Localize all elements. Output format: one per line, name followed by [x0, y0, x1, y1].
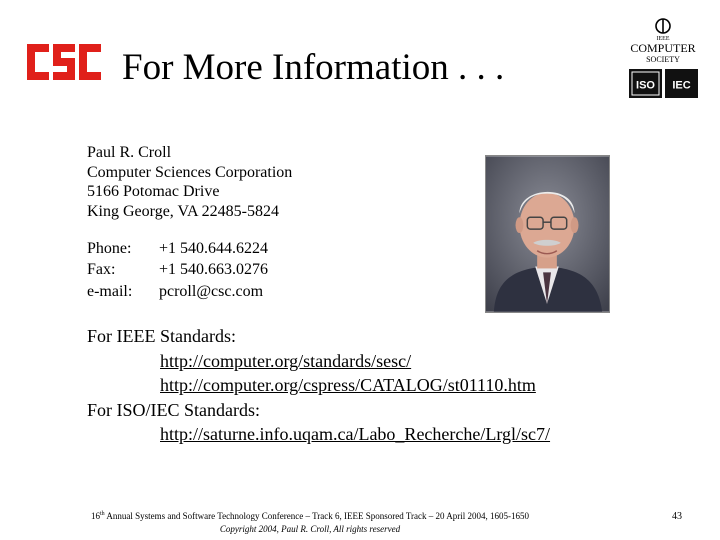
link-iso-sc7[interactable]: http://saturne.info.uqam.ca/Labo_Recherche/Lrgl/sc7/: [160, 424, 551, 445]
contact-details: [87, 238, 268, 302]
standards-links: [87, 324, 550, 447]
link-ieee-sesc[interactable]: http://computer.org/standards/sesc/: [160, 350, 412, 371]
contact-name: Paul R. Croll: [87, 144, 172, 161]
street-address: 5166 Potomac Drive: [87, 183, 220, 201]
slide-footer: [60, 508, 560, 536]
email-row: [87, 281, 268, 302]
fax-value: +1 540.663.0276: [159, 261, 269, 279]
portrait-photo: [485, 155, 610, 313]
city-state-zip: King George, VA 22485-5824: [87, 203, 279, 221]
ieee-heading: For IEEE Standards:: [87, 326, 236, 346]
phone-row: [87, 238, 268, 259]
iso-logo: [629, 69, 662, 98]
fax-label: Fax:: [87, 261, 116, 279]
footer-copyright: Copyright 2004, Paul R. Croll, All rights reserved: [219, 524, 401, 534]
footer-ordinal: 16: [90, 511, 100, 521]
address-block: [87, 143, 292, 222]
email-label: e-mail:: [87, 282, 133, 300]
csc-logo: [27, 44, 103, 80]
iso-heading: For ISO/IEC Standards:: [87, 399, 260, 420]
footer-conference-text: Annual Systems and Software Technology Conference – Track 6, IEEE Sponsored Track – 20 April 2004, 1605-1650: [104, 511, 530, 521]
email-value[interactable]: pcroll@csc.com: [159, 282, 264, 300]
cs-logo-top: IEEE: [656, 36, 670, 42]
cs-logo-line1: COMPUTER: [630, 41, 696, 55]
slide-title: For More Information . . .: [122, 47, 505, 88]
company-name: Computer Sciences Corporation: [87, 163, 293, 181]
link-ieee-catalog[interactable]: http://computer.org/cspress/CATALOG/st01110.htm: [160, 375, 536, 396]
fax-row: [87, 259, 268, 280]
iec-logo: [665, 69, 698, 98]
iec-label: IEC: [672, 79, 691, 92]
footer-conference: [60, 508, 560, 523]
phone-label: Phone:: [87, 240, 132, 257]
ieee-computer-society-logo: [626, 18, 700, 64]
page-number: 43: [672, 511, 682, 522]
footer-ordinal-suffix: th: [99, 511, 105, 517]
cs-logo-line2: SOCIETY: [646, 55, 680, 64]
iso-label: ISO: [636, 79, 655, 92]
phone-value: +1 540.644.6224: [159, 240, 269, 257]
